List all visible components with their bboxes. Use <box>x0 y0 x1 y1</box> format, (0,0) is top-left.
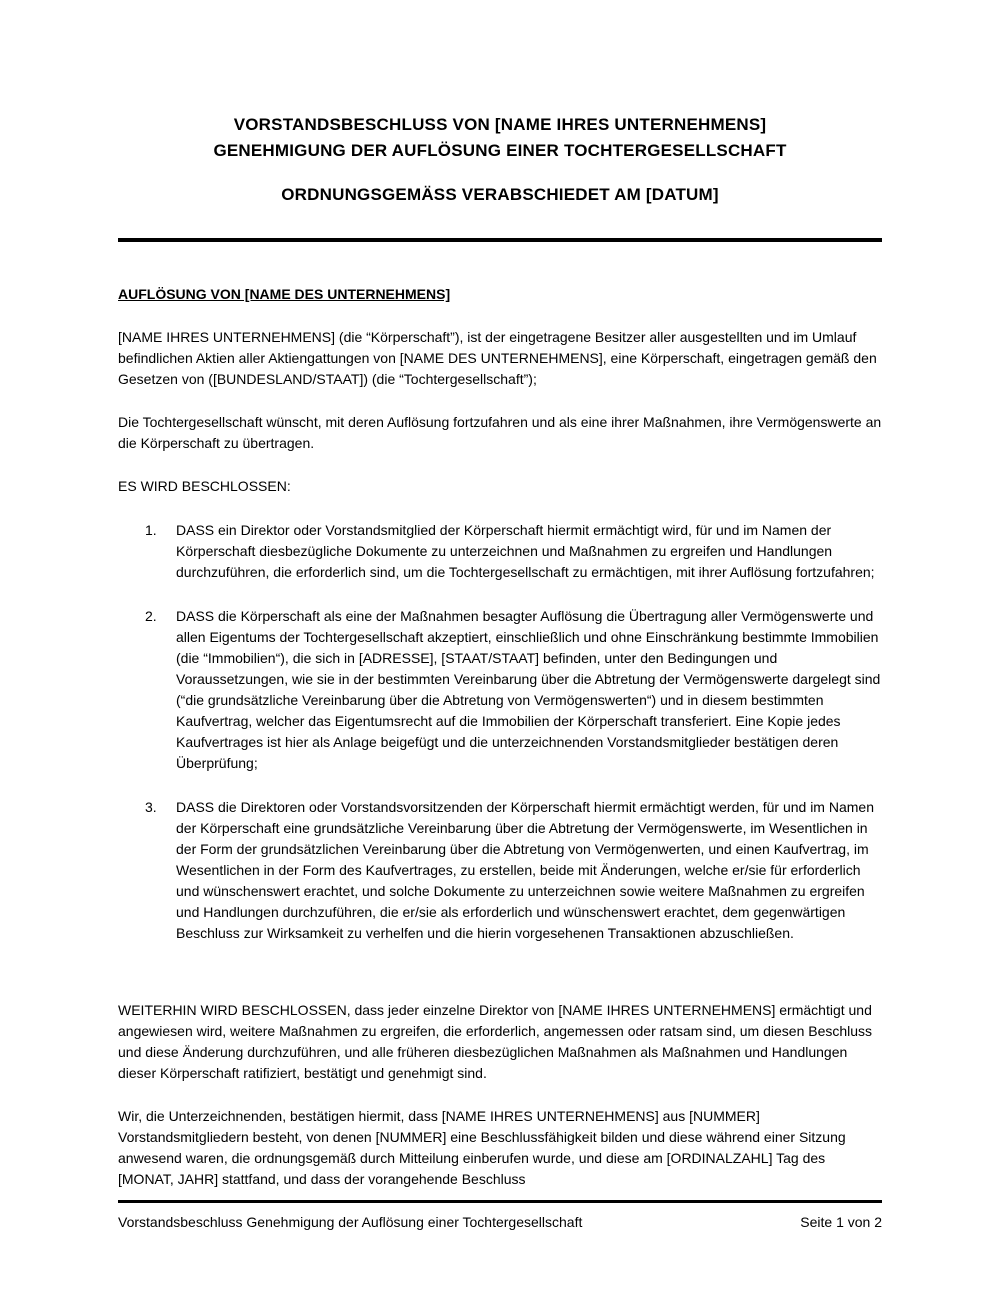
list-item-text: DASS die Körperschaft als eine der Maßnahmen besagter Auflösung die Übertragung aller Vermögenswerte und allen Eigentums der Tochtergesellschaft akzeptiert, einschließlich und ohne Einschränkung bestimmte Immobilien (die “Immobilien“), die sich in [ADRESSE], [STAAT/STAAT] befinden, unter den Bedingungen und Voraussetzungen, wie sie in der bestimmten Vereinbarung über die Abtretung der Vermögenswerte dargelegt sind (“die grundsätzliche Vereinbarung über die Abtretung von Vermögenswerten“) und in diesem bestimmten Kaufvertrag, welcher das Eigentumsrecht auf die Immobilien der Körperschaft transferiert. Eine Kopie jedes Kaufvertrages ist hier als Anlage beigefügt und die unterzeichnenden Vorstandsmitglieder bestätigen deren Überprüfung; <box>176 608 881 771</box>
footer-divider <box>118 1200 882 1203</box>
footer-document-title: Vorstandsbeschluss Genehmigung der Auflösung einer Tochtergesellschaft <box>118 1214 583 1230</box>
list-item-text: DASS ein Direktor oder Vorstandsmitglied der Körperschaft hiermit ermächtigt wird, für und im Namen der Körperschaft diesbezügliche Dokumente zu unterzeichnen und Maßnahmen zu ergreifen und Handlungen durchzuführen, die erforderlich sind, um die Tochtergesellschaft zu ermächtigen, mit ihrer Auflösung fortzufahren; <box>176 522 875 580</box>
header-divider <box>118 238 882 242</box>
paragraph-recital-2: Die Tochtergesellschaft wünscht, mit deren Auflösung fortzufahren und als eine ihrer Maßnahmen, ihre Vermögenswerte an die Körperschaft zu übertragen. <box>118 414 882 451</box>
list-item-text: DASS die Direktoren oder Vorstandsvorsitzenden der Körperschaft hiermit ermächtigt werden, für und im Namen der Körperschaft eine grundsätzliche Vereinbarung über die Abtretung der Vermögenswerte, im Wesentlichen in der Form der grundsätzlichen Vereinbarung über die Abtretung von Vermögenwerten, und einen Kaufvertrag, im Wesentlichen in der Form des Kaufvertrages, zu erstellen, beide mit Änderungen, welche er/sie für erforderlich und wünschenswert erachtet, und solche Dokumente zu unterzeichnen sowie weitere Maßnahmen zu ergreifen und Handlungen durchzuführen, die er/sie als erforderlich und wünschenswert erachtet, dem gegenwärtigen Beschluss zur Wirksamkeit zu verhelfen und die hierin vorgesehenen Transaktionen abzuschließen. <box>176 799 874 941</box>
document-subtitle: ORDNUNGSGEMÄSS VERABSCHIEDET AM [DATUM] <box>281 185 719 204</box>
list-item <box>118 520 882 583</box>
page-number: Seite 1 von 2 <box>800 1214 882 1230</box>
list-item-number: 2. <box>145 608 157 624</box>
document-title-line-1: VORSTANDSBESCHLUSS VON [NAME IHRES UNTERNEHMENS] <box>233 115 767 134</box>
resolved-clause-label: ES WIRD BESCHLOSSEN: <box>118 478 291 494</box>
page-footer <box>118 1200 882 1232</box>
paragraph-certification: Wir, die Unterzeichnenden, bestätigen hiermit, dass [NAME IHRES UNTERNEHMENS] aus [NUMMER] Vorstandsmitgliedern besteht, von denen [NUMMER] eine Beschlussfähigkeit bilden und diese während einer Sitzung anwesend waren, die ordnungsgemäß durch Mitteilung einberufen wurde, und diese am [ORDINALZAHL] Tag des [MONAT, JAHR] stattfand, und dass der vorangehende Beschluss <box>118 1108 846 1187</box>
list-item-number: 1. <box>145 522 157 538</box>
list-item-number: 3. <box>145 799 157 815</box>
document-header <box>118 112 882 208</box>
paragraph-recital-1: [NAME IHRES UNTERNEHMENS] (die “Körperschaft”), ist der eingetragene Besitzer aller ausgestellten und im Umlauf befindlichen Aktien aller Aktiengattungen von [NAME DES UNTERNEHMENS], eine Körperschaft, eingetragen gemäß den Gesetzen von ([BUNDESLAND/STAAT]) (die “Tochtergesellschaft”); <box>118 329 877 387</box>
list-item <box>118 797 882 944</box>
resolutions-list <box>118 520 882 944</box>
section-heading: AUFLÖSUNG VON [NAME DES UNTERNEHMENS] <box>118 286 451 302</box>
paragraph-further-resolved: WEITERHIN WIRD BESCHLOSSEN, dass jeder einzelne Direktor von [NAME IHRES UNTERNEHMENS] ermächtigt und angewiesen wird, weitere Maßnahmen zu ergreifen, die erforderlich, angemessen oder ratsam sind, um diesen Beschluss und diese Änderung durchzuführen, und alle früheren diesbezüglichen Maßnahmen als Maßnahmen und Handlungen dieser Körperschaft ratifiziert, bestätigt und genehmigt sind. <box>118 1002 873 1081</box>
list-item <box>118 606 882 774</box>
document-title-line-2: GENEHMIGUNG DER AUFLÖSUNG EINER TOCHTERGESELLSCHAFT <box>213 141 787 160</box>
